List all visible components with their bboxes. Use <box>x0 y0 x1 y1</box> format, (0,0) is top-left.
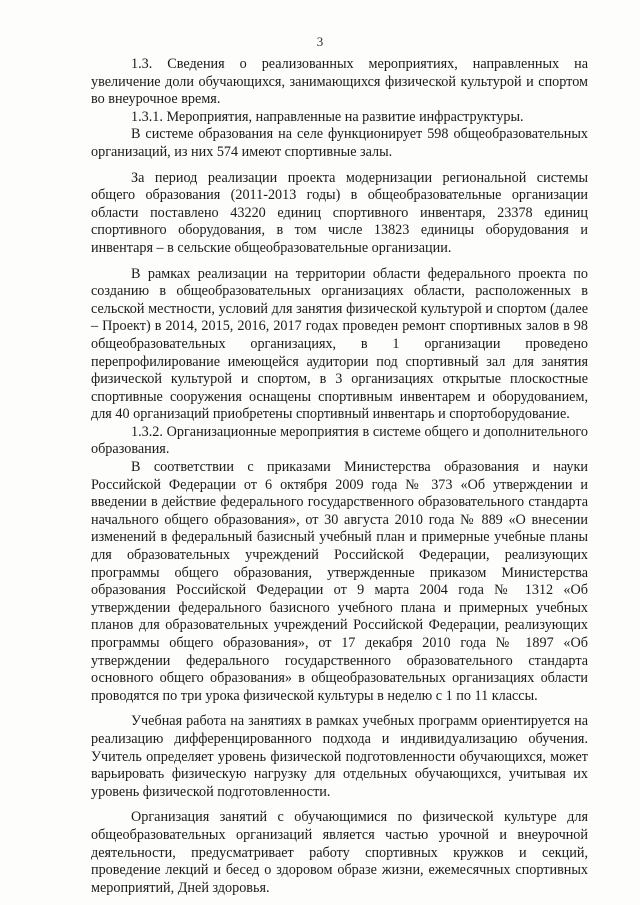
paragraph-federal-project: В рамках реализации на территории области федерального проекта по созданию в общеобразовательных организациях области, расположенных в сельской местности, условий для занятия физической культурой и спортом (далее – Проект) в 2014, 2015, 2016, 2017 годах проведен ремонт спортивных залов в 98 общеобразовательных организациях, в 1 организации проведено перепрофилирование имеющейся аудитории под спортивный зал для занятия физической культурой и спортом, в 3 организациях открытые плоскостные спортивные сооружения оснащены спортивным инвентарем и оборудованием, для 40 организаций приобретены спортивный инвентарь и спортоборудование. <box>91 265 588 423</box>
paragraph-1-3-1-heading: 1.3.1. Мероприятия, направленные на развитие инфраструктуры. <box>131 108 524 125</box>
paragraph-1-3-2-heading: 1.3.2. Организационные мероприятия в системе общего и дополнительного образования. <box>91 423 588 458</box>
page-number: 3 <box>316 34 324 49</box>
paragraph-rural-organizations: В системе образования на селе функционирует 598 общеобразовательных организаций, из них 574 имеют спортивные залы. <box>91 126 588 160</box>
paragraph-1-3-heading: 1.3. Сведения о реализованных мероприятиях, направленных на увеличение доли обучающихся, занимающихся физической культурой и спортом во внеурочное время. <box>91 56 588 108</box>
paragraph-ministry-orders: В соответствии с приказами Министерства образования и науки Российской Федерации от 6 октября 2009 года № 373 «Об утверждении и введении в действие федерального государственного образовательного стандарта начального общего образования», от 30 августа 2010 года № 889 «О внесении изменений в федеральный базисный учебный план и примерные учебные планы для образовательных учреждений Российской Федерации, реализующих программы общего образования, утвержденные приказом Министерства образования Российской Федерации от 9 марта 2004 года № 1312 «Об утверждении федерального базисного учебного плана и примерных учебных планов для образовательных учреждений Российской Федерации, реализующих программы общего образования», от 17 декабря 2010 года № 1897 «Об утверждении федерального государственного образовательного стандарта основного общего образования» в общеобразовательных организациях области проводятся по три урока физической культуры в неделю с 1 по 11 классы. <box>91 459 588 704</box>
paragraph-educational-work: Учебная работа на занятиях в рамках учебных программ ориентируется на реализацию дифференцированного подхода и индивидуализацию обучения. Учитель определяет уровень физической подготовленности обучающихся, может варьировать физическую нагрузку для отдельных обучающихся, учитывая их уровень физической подготовленности. <box>91 713 588 800</box>
paragraph-modernization-project: За период реализации проекта модернизации региональной системы общего образования (2011-2013 годы) в общеобразовательные организации области поставлено 43220 единиц спортивного инвентаря, 23378 единиц спортивного оборудования, в том числе 13823 единицы оборудования и инвентаря – в сельские общеобразовательные организации. <box>91 169 588 256</box>
document-body <box>91 56 588 897</box>
paragraph-class-organization: Организация занятий с обучающимися по физической культуре для общеобразовательных организаций является частью урочной и внеурочной деятельности, предусматривает работу спортивных кружков и секций, проведение лекций и бесед о здоровом образе жизни, ежемесячных спортивных мероприятий, Дней здоровья. <box>91 809 588 896</box>
